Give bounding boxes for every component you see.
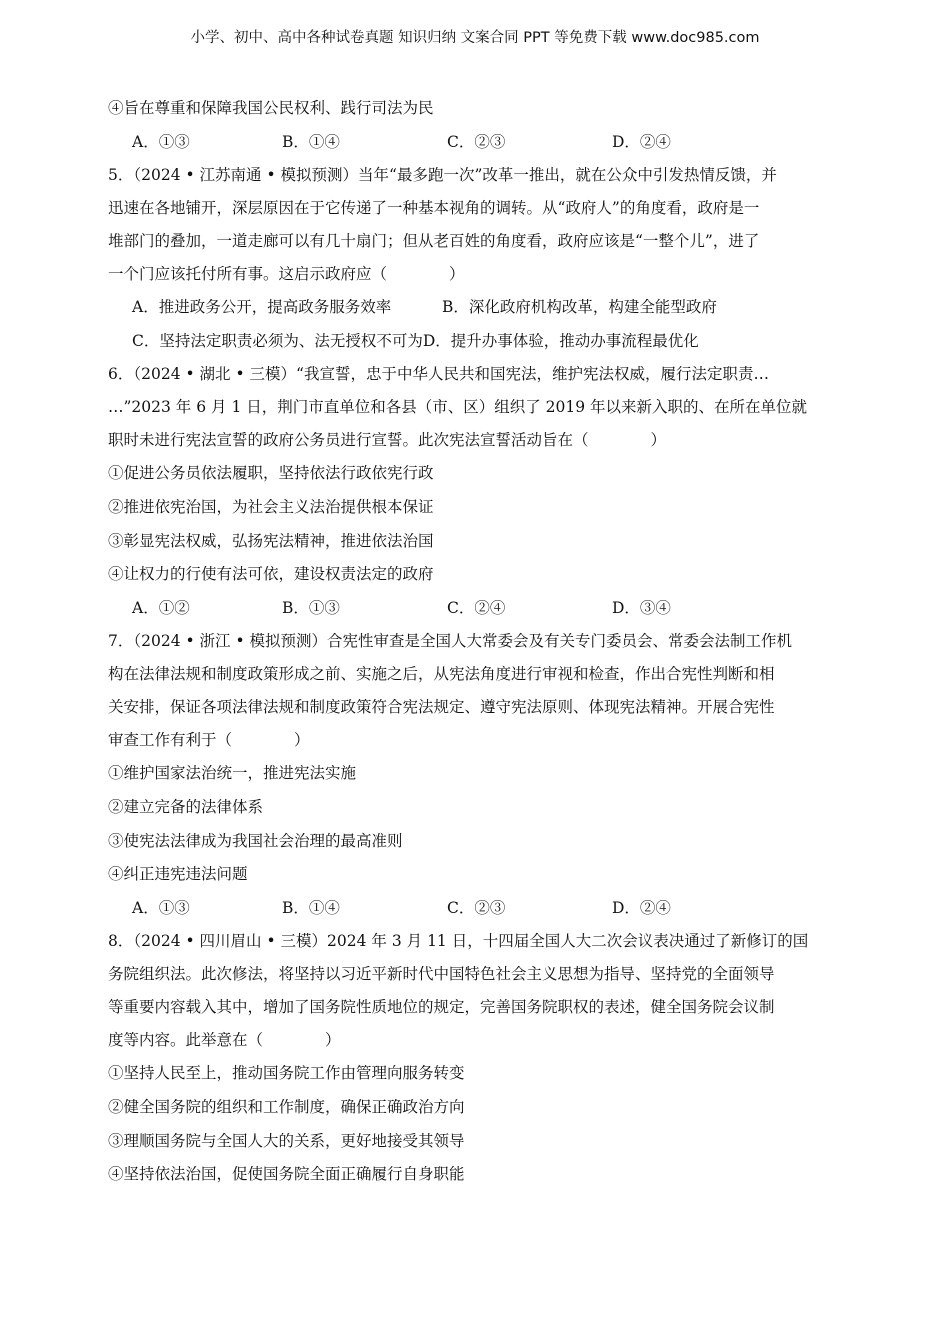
- option-b: B．①④: [282, 132, 340, 151]
- question-6-item: ①促进公务员依法履职，坚持依法行政依宪行政: [108, 464, 434, 483]
- question-5-stem-line: 迅速在各地铺开，深层原因在于它传递了一种基本视角的调转。从“政府人”的角度看，政府是一: [108, 199, 760, 218]
- option-c: C．②③: [447, 898, 506, 917]
- question-6-stem-line: …”2023 年 6 月 1 日，荆门市直单位和各县（市、区）组织了 2019 年以来新入职的、在所在单位就: [108, 398, 808, 417]
- option-a: A．①②: [132, 598, 190, 617]
- question-7-stem-line: 关安排，保证各项法律法规和制度政策符合宪法规定、遵守宪法原则、体现宪法精神。开展合宪性: [108, 698, 775, 717]
- option-d: D．提升办事体验，推动办事流程最优化: [422, 331, 699, 350]
- question-8: [108, 931, 848, 1184]
- question-7: [108, 631, 848, 917]
- question-5-options-row: [108, 297, 848, 317]
- option-c: C．②④: [447, 598, 506, 617]
- question-6-stem-line: 6．（2024 • 湖北 • 三模）“我宣誓，忠于中华人民共和国宪法，维护宪法权威，履行法定职责…: [108, 365, 769, 384]
- question-6-options: [108, 598, 848, 618]
- question-8-stem-line: 务院组织法。此次修法，将坚持以习近平新时代中国特色社会主义思想为指导、坚持党的全面领导: [108, 965, 775, 984]
- prev-question-item-4: ④旨在尊重和保障我国公民权利、践行司法为民: [108, 99, 434, 117]
- question-7-item: ②建立完备的法律体系: [108, 797, 264, 816]
- option-a: A．推进政务公开，提高政务服务效率: [132, 298, 392, 317]
- question-7-item: ③使宪法法律成为我国社会治理的最高准则: [108, 831, 403, 850]
- option-d: D．③④: [612, 598, 671, 617]
- option-c: C．坚持法定职责必须为、法无授权不可为: [132, 331, 423, 350]
- option-d: D．②④: [612, 132, 671, 151]
- page-header: 小学、初中、高中各种试卷真题 知识归纳 文案合同 PPT 等免费下载 www.doc985.com: [190, 30, 760, 46]
- question-7-stem-line: 7．（2024 • 浙江 • 模拟预测）合宪性审查是全国人大常委会及有关专门委员会、常委会法制工作机: [108, 632, 793, 651]
- question-5-options-row: [108, 331, 848, 351]
- question-5-stem-line: 堆部门的叠加，一道走廊可以有几十扇门；但从老百姓的角度看，政府应该是“一整个儿”，进了: [108, 232, 760, 251]
- question-7-stem-line: 构在法律法规和制度政策形成之前、实施之后，从宪法角度进行审视和检查，作出合宪性判断和相: [108, 665, 775, 684]
- question-7-item: ④纠正违宪违法问题: [108, 865, 248, 884]
- question-6-item: ④让权力的行使有法可依，建设权责法定的政府: [108, 565, 434, 584]
- document-body: [108, 98, 848, 1198]
- question-7-item: ①维护国家法治统一，推进宪法实施: [108, 764, 357, 783]
- option-d: D．②④: [612, 898, 671, 917]
- option-b: B．①③: [282, 598, 340, 617]
- question-7-stem-line: 审查工作有利于（ ）: [108, 731, 310, 750]
- question-6-item: ②推进依宪治国，为社会主义法治提供根本保证: [108, 497, 434, 516]
- option-b: B．深化政府机构改革，构建全能型政府: [442, 298, 717, 317]
- question-6: [108, 364, 848, 617]
- question-8-stem-line: 度等内容。此举意在（ ）: [108, 1031, 341, 1050]
- option-a: A．①③: [132, 898, 190, 917]
- prev-question-options: [108, 132, 848, 152]
- question-8-item: ④坚持依法治国，促使国务院全面正确履行自身职能: [108, 1165, 465, 1184]
- question-5: [108, 165, 848, 351]
- option-c: C．②③: [447, 132, 506, 151]
- question-8-item: ①坚持人民至上，推动国务院工作由管理向服务转变: [108, 1064, 465, 1083]
- option-a: A．①③: [132, 132, 190, 151]
- question-8-stem-line: 等重要内容载入其中，增加了国务院性质地位的规定，完善国务院职权的表述，健全国务院会议制: [108, 998, 775, 1017]
- question-6-item: ③彰显宪法权威，弘扬宪法精神，推进依法治国: [108, 531, 434, 550]
- question-8-stem-line: 8．（2024 • 四川眉山 • 三模）2024 年 3 月 11 日，十四届全国人大二次会议表决通过了新修订的国: [108, 932, 809, 951]
- question-5-stem-line: 一个门应该托付所有事。这启示政府应（ ）: [108, 265, 465, 284]
- question-6-stem-line: 职时未进行宪法宣誓的政府公务员进行宣誓。此次宪法宣誓活动旨在（ ）: [108, 431, 667, 450]
- question-7-options: [108, 898, 848, 918]
- question-5-stem-line: 5．（2024 • 江苏南通 • 模拟预测）当年“最多跑一次”改革一推出，就在公众中引发热情反馈，并: [108, 166, 777, 185]
- option-b: B．①④: [282, 898, 340, 917]
- question-8-item: ③理顺国务院与全国人大的关系，更好地接受其领导: [108, 1131, 465, 1150]
- question-8-item: ②健全国务院的组织和工作制度，确保正确政治方向: [108, 1097, 465, 1116]
